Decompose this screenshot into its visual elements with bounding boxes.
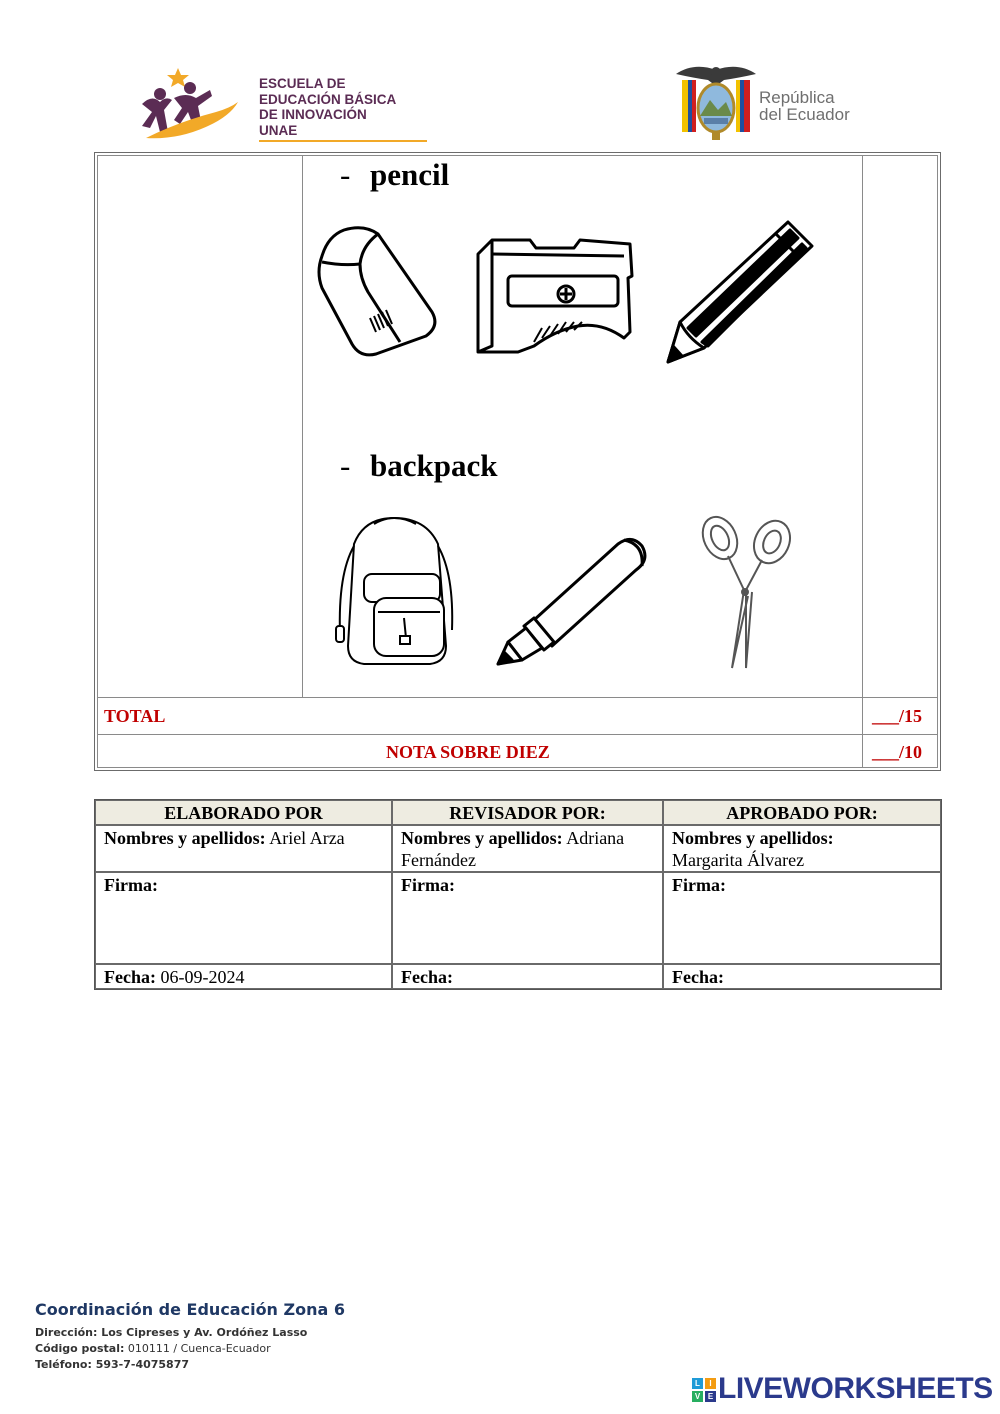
liveworksheets-brand[interactable]: LIVEWORKSHEETS bbox=[718, 1372, 993, 1405]
sharpener-picture[interactable] bbox=[474, 236, 636, 356]
school-name bbox=[259, 76, 429, 138]
total-score[interactable]: ___/15 bbox=[872, 706, 923, 726]
ecuador-coat-of-arms bbox=[672, 60, 760, 144]
fecha-cell bbox=[95, 964, 392, 989]
firma-cell[interactable] bbox=[392, 872, 663, 964]
nota-label: NOTA SOBRE DIEZ bbox=[386, 742, 550, 762]
item-word: pencil bbox=[370, 157, 450, 192]
footer-phone bbox=[35, 1357, 307, 1373]
firma-label: Firma: bbox=[672, 875, 726, 895]
firma-cell[interactable] bbox=[95, 872, 392, 964]
government-name bbox=[759, 89, 850, 123]
marker-picture[interactable] bbox=[494, 530, 652, 670]
school-name-line: ESCUELA DE bbox=[259, 76, 346, 91]
footer-contact bbox=[35, 1325, 307, 1373]
school-name-line: UNAE bbox=[259, 122, 298, 138]
row-divider bbox=[97, 697, 938, 698]
government-name-line: del Ecuador bbox=[759, 105, 850, 124]
nota-score[interactable]: ___/10 bbox=[872, 742, 923, 762]
names-value[interactable]: Margarita Álvarez bbox=[672, 850, 805, 870]
approval-header-cell: REVISADOR POR: bbox=[392, 800, 663, 825]
fecha-label: Fecha: bbox=[401, 967, 453, 987]
item-word-row bbox=[340, 157, 449, 193]
item-dash: - bbox=[340, 157, 351, 192]
fecha-cell bbox=[392, 964, 663, 989]
fecha-label: Fecha: bbox=[672, 967, 724, 987]
fecha-value[interactable]: 06-09-2024 bbox=[160, 967, 245, 987]
names-label: Nombres y apellidos: bbox=[401, 828, 563, 848]
footer-address bbox=[35, 1325, 307, 1341]
backpack-picture[interactable] bbox=[334, 514, 458, 668]
firma-label: Firma: bbox=[401, 875, 455, 895]
footer-postal-label: Código postal: bbox=[35, 1342, 125, 1355]
logo-tile: I bbox=[705, 1378, 716, 1389]
approval-names-cell bbox=[663, 825, 941, 872]
approval-table bbox=[94, 799, 942, 990]
footer-postal-value: 010111 / Cuenca-Ecuador bbox=[127, 1342, 271, 1355]
row-divider bbox=[97, 734, 938, 735]
firma-label: Firma: bbox=[104, 875, 158, 895]
footer-address-text: Dirección: Los Cipreses y Av. Ordóñez Lasso bbox=[35, 1326, 308, 1339]
logo-tile: L bbox=[692, 1378, 703, 1389]
logo-tile: E bbox=[705, 1391, 716, 1402]
fecha-cell bbox=[663, 964, 941, 989]
school-underline bbox=[259, 140, 427, 142]
names-label: Nombres y apellidos: bbox=[672, 828, 834, 848]
footer-phone-text: Teléfono: 593-7-4075877 bbox=[35, 1358, 190, 1371]
names-value[interactable]: Adriana Fernández bbox=[401, 828, 625, 870]
footer-title: Coordinación de Educación Zona 6 bbox=[35, 1300, 345, 1319]
school-logo bbox=[138, 66, 242, 148]
approval-header-row bbox=[95, 800, 941, 825]
approval-header-cell: ELABORADO POR bbox=[95, 800, 392, 825]
firma-cell[interactable] bbox=[663, 872, 941, 964]
approval-names-cell bbox=[392, 825, 663, 872]
scissors-picture[interactable] bbox=[698, 512, 798, 672]
school-name-line: EDUCACIÓN BÁSICA bbox=[259, 91, 397, 107]
eraser-picture[interactable] bbox=[314, 222, 440, 360]
fecha-label: Fecha: bbox=[104, 967, 156, 987]
school-name-line: DE INNOVACIÓN bbox=[259, 107, 367, 122]
pencil-picture[interactable] bbox=[664, 218, 816, 368]
total-label: TOTAL bbox=[104, 706, 166, 726]
item-dash: - bbox=[340, 448, 351, 483]
approval-fecha-row bbox=[95, 964, 941, 989]
approval-header-cell: APROBADO POR: bbox=[663, 800, 941, 825]
footer-postal bbox=[35, 1341, 307, 1357]
names-value[interactable]: Ariel Arza bbox=[269, 828, 345, 848]
approval-names-row bbox=[95, 825, 941, 872]
approval-firma-row bbox=[95, 872, 941, 964]
column-divider bbox=[862, 155, 863, 768]
logo-tile: V bbox=[692, 1391, 703, 1402]
item-word: backpack bbox=[370, 448, 498, 483]
approval-names-cell bbox=[95, 825, 392, 872]
names-label: Nombres y apellidos: bbox=[104, 828, 266, 848]
item-word-row bbox=[340, 448, 497, 484]
liveworksheets-logo-icon bbox=[692, 1378, 716, 1402]
government-name-line: República bbox=[759, 88, 835, 107]
column-divider bbox=[302, 155, 303, 698]
